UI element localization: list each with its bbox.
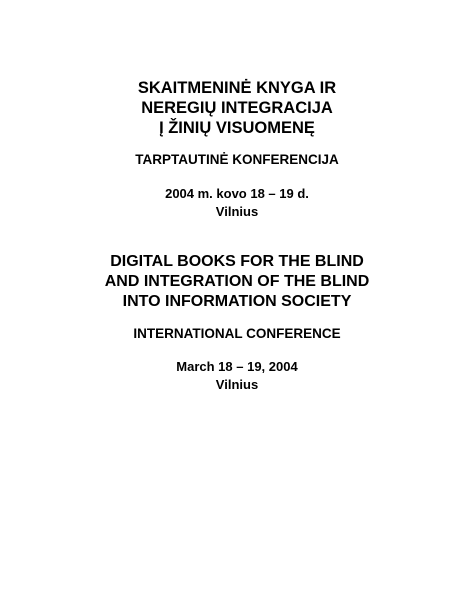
lt-title-line-1: SKAITMENINĖ KNYGA IR: [137, 79, 337, 97]
en-title-line-2: AND INTEGRATION OF THE BLIND: [104, 273, 370, 290]
en-title-line-3: INTO INFORMATION SOCIETY: [122, 293, 352, 310]
lt-conference-city: Vilnius: [215, 204, 259, 219]
lt-title-line-2: NEREGIŲ INTEGRACIJA: [141, 99, 333, 117]
lt-title-line-3: Į ŽINIŲ VISUOMENĘ: [159, 119, 315, 137]
lt-conference-date: 2004 m. kovo 18 – 19 d.: [165, 186, 309, 201]
lt-conference-label: TARPTAUTINĖ KONFERENCIJA: [135, 152, 339, 167]
en-conference-date: March 18 – 19, 2004: [176, 359, 298, 374]
en-conference-label: INTERNATIONAL CONFERENCE: [133, 326, 341, 341]
en-conference-city: Vilnius: [215, 377, 259, 392]
en-title-line-1: DIGITAL BOOKS FOR THE BLIND: [110, 253, 364, 270]
